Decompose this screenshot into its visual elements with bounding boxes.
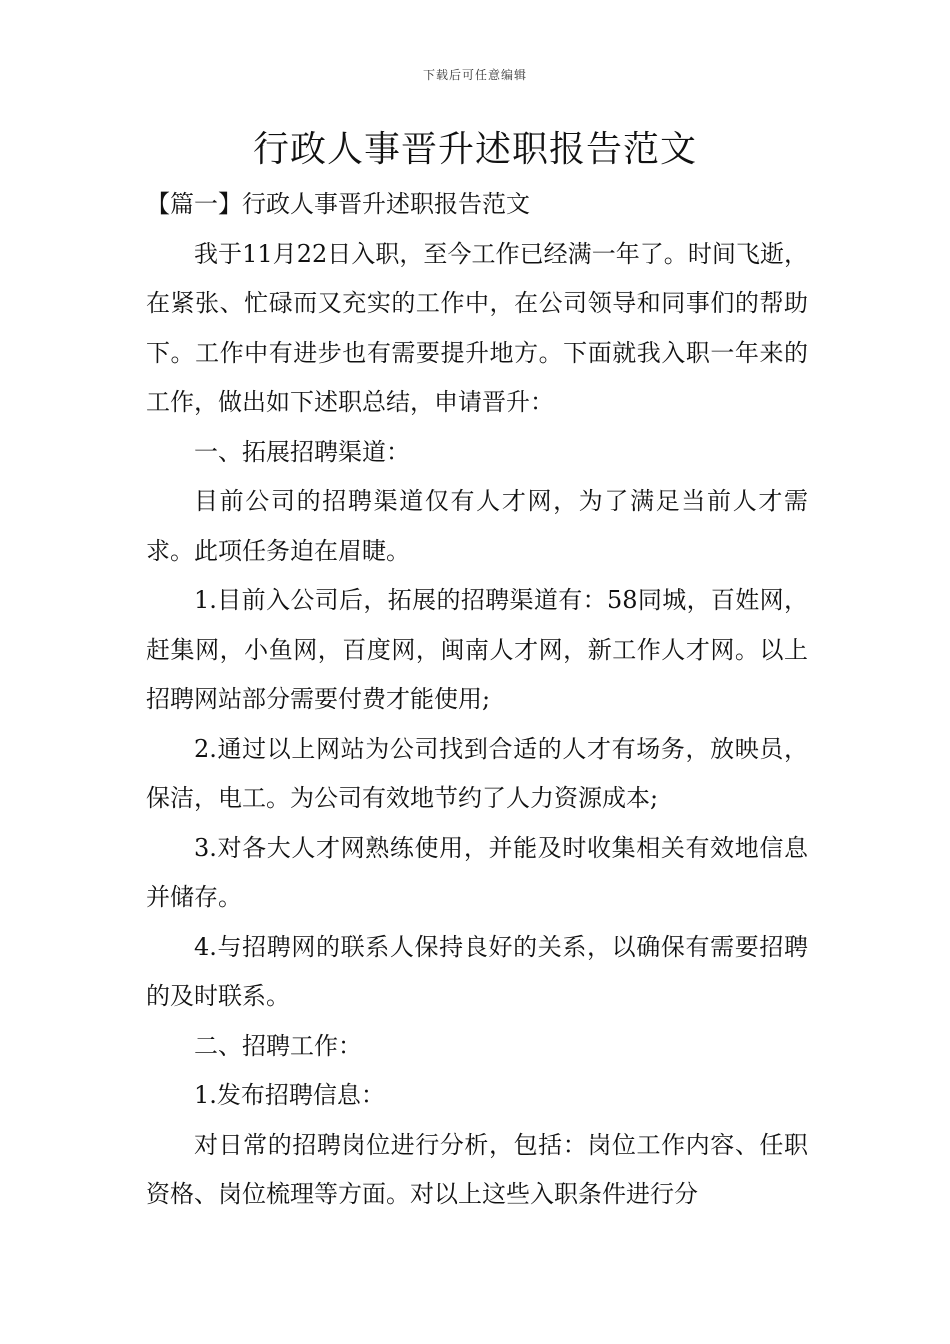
subheading-recruitment-work: 二、招聘工作：: [194, 1031, 362, 1060]
paragraph: 对日常的招聘岗位进行分析，包括：岗位工作内容、任职资格、岗位梳理等方面。对以上这些入职条件进行分: [146, 1130, 808, 1208]
document-body: [146, 180, 808, 1220]
list-item: 1.发布招聘信息：: [194, 1081, 385, 1109]
list-item: 1.目前入公司后，拓展的招聘渠道有：58同城，百姓网，赶集网，小鱼网，百度网，闽南人才网，新工作人才网。以上招聘网站部分需要付费才能使用;: [146, 586, 808, 713]
paragraph: 目前公司的招聘渠道仅有人才网，为了满足当前人才需求。此项任务迫在眉睫。: [146, 487, 808, 565]
list-item: 2.通过以上网站为公司找到合适的人才有场务，放映员，保洁，电工。为公司有效地节约了人力资源成本;: [146, 734, 808, 812]
subheading-recruitment-channels: 一、拓展招聘渠道：: [194, 437, 410, 466]
section-heading: 【篇一】行政人事晋升述职报告范文: [146, 190, 530, 218]
list-item: 3.对各大人才网熟练使用，并能及时收集相关有效地信息并储存。: [146, 833, 808, 911]
list-item: 4.与招聘网的联系人保持良好的关系，以确保有需要招聘的及时联系。: [146, 932, 808, 1010]
document-title: 行政人事晋升述职报告范文: [252, 129, 697, 170]
intro-paragraph: 我于11月22日入职，至今工作已经满一年了。时间飞逝，在紧张、忙碌而又充实的工作中，在公司领导和同事们的帮助下。工作中有进步也有需要提升地方。下面就我入职一年来的工作，做出如下述职总结，申请晋升：: [146, 239, 808, 416]
header-note: 下载后可任意编辑: [422, 68, 527, 82]
